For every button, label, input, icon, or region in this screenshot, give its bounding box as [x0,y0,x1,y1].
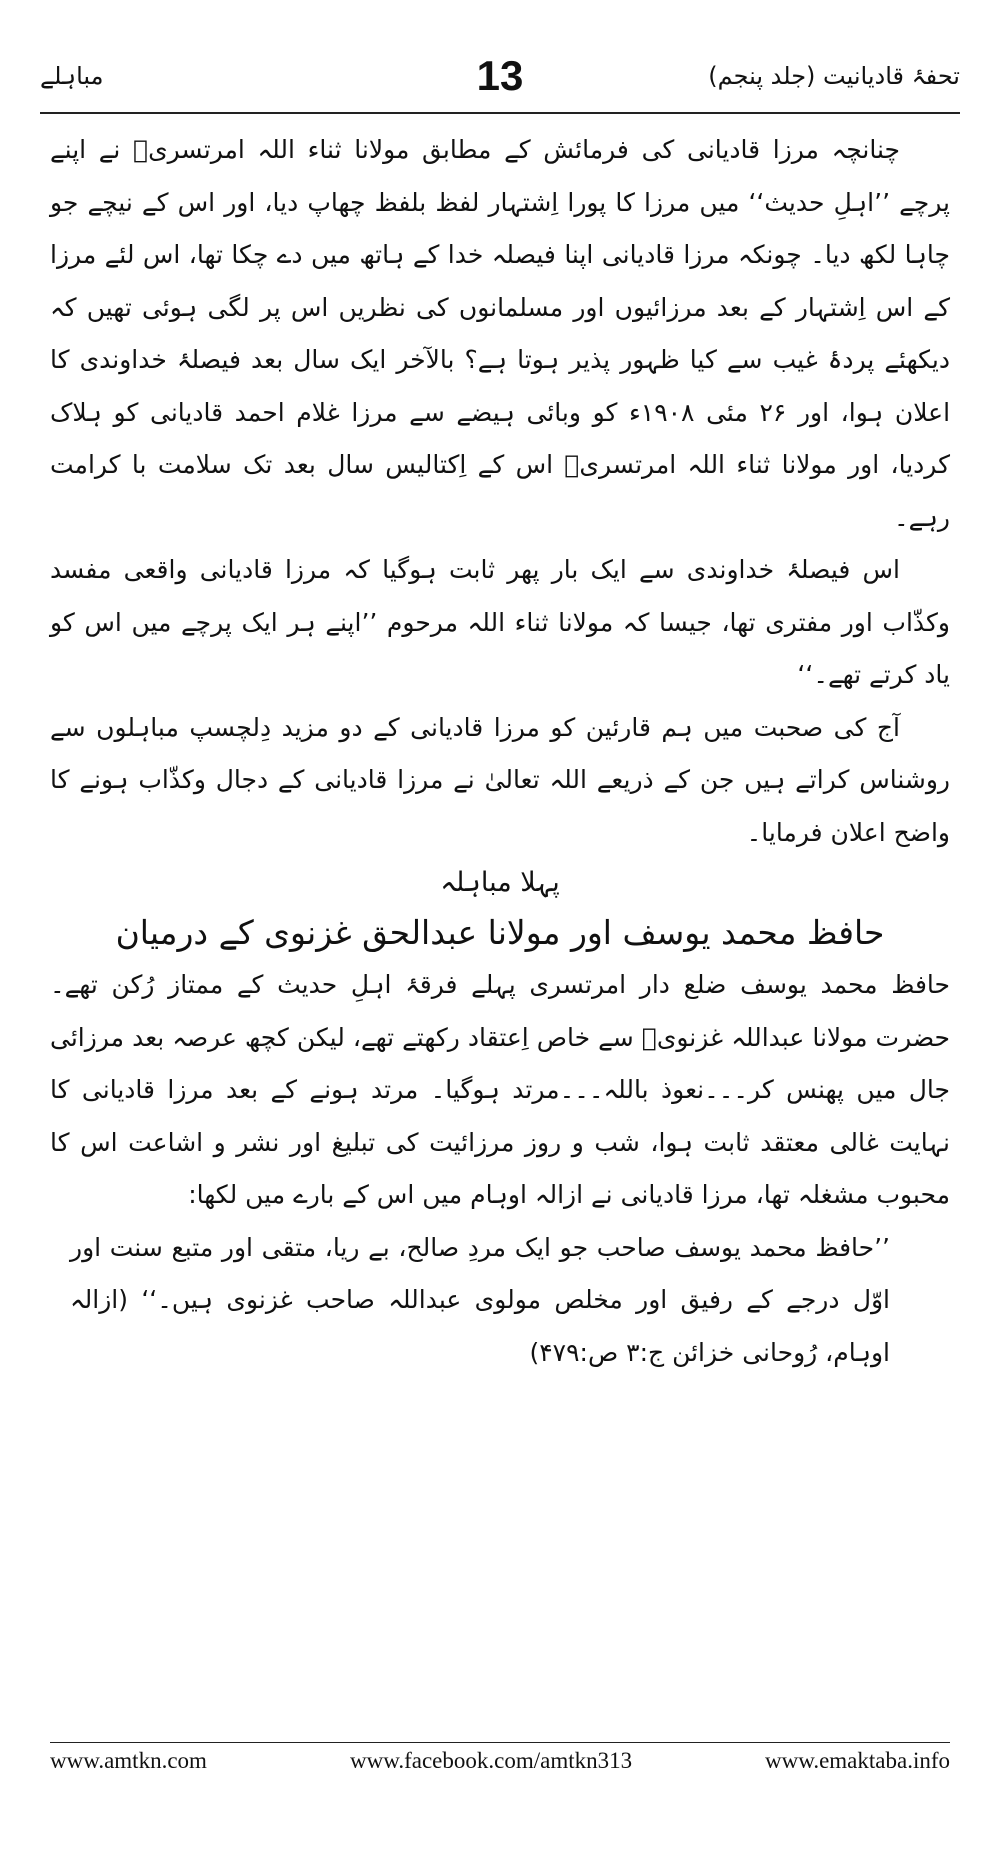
section-subheading: حافظ محمد یوسف اور مولانا عبدالحق غزنوی کے درمیان [115,913,885,952]
block-quote: ’’حافظ محمد یوسف صاحب جو ایک مردِ صالح، بے ریا، متقی اور متبع سنت اور اوّل درجے کے رفیق اور مخلص مولوی عبداللہ صاحب غزنوی ہیں۔‘‘ (ازالہ اوہام، رُوحانی خزائن ج:۳ ص:۴۷۹) [70,1232,890,1367]
paragraph-1: چنانچہ مرزا قادیانی کی فرمائش کے مطابق مولانا ثناء اللہ امرتسریؒ نے اپنے پرچے ’’اہلِ حدیث‘‘ میں مرزا کا پورا اِشتہار لفظ بلفظ چھاپ دیا، اور اس کے نیچے جو چاہا لکھ دیا۔ چونکہ مرزا قادیانی اپنا فیصلہ خدا کے ہاتھ میں دے چکا تھا، اس لئے مرزا کے اس اِشتہار کے بعد مرزائیوں اور مسلمانوں کی نظریں اس پر لگی ہوئی تھیں کہ دیکھئے پردۂ غیب سے کیا ظہور پذیر ہوتا ہے؟ بالآخر ایک سال بعد فیصلۂ خداوندی کا اعلان ہوا، اور ۲۶ مئی ۱۹۰۸ء کو وبائی ہیضے سے مرزا غلام احمد قادیانی کو ہلاک کردیا، اور مولانا ثناء اللہ امرتسریؒ اس کے اِکتالیس سال بعد تک سلامت با کرامت رہے۔ [50,135,951,532]
book-title: تحفۂ قادیانیت (جلد پنجم) [708,62,960,90]
paragraph-3: آج کی صحبت میں ہم قارئین کو مرزا قادیانی کے دو مزید دِلچسپ مباہلوں سے روشناس کراتے ہیں جن کے ذریعے اللہ تعالیٰ نے مرزا قادیانی کے دجال وکذّاب ہونے کا واضح اعلان فرمایا۔ [50,712,950,847]
page-header [40,52,960,108]
footer-link-emaktaba[interactable]: www.emaktaba.info [765,1748,950,1773]
footer-link-facebook[interactable]: www.facebook.com/amtkn313 [350,1748,633,1773]
paragraph-4: حافظ محمد یوسف ضلع دار امرتسری پہلے فرقۂ اہلِ حدیث کے ممتاز رُکن تھے۔ حضرت مولانا عبداللہ غزنویؒ سے خاص اِعتقاد رکھتے تھے، لیکن کچھ عرصہ بعد مرزائی جال میں پھنس کر۔۔۔نعوذ باللہ۔۔۔مرتد ہوگیا۔ مرتد ہونے کے بعد مرزا قادیانی کا نہایت غالی معتقد ثابت ہوا، شب و روز مرزائیت کی تبلیغ اور نشر و اشاعت اس کا محبوب مشغلہ تھا، مرزا قادیانی نے ازالہ اوہام میں اس کے بارے میں لکھا: [50,970,950,1209]
page-number: 13 [476,52,524,99]
footer-divider [50,1742,950,1743]
paragraph-2: اس فیصلۂ خداوندی سے ایک بار پھر ثابت ہوگیا کہ مرزا قادیانی واقعی مفسد وکذّاب اور مفتری تھا، جیسا کہ مولانا ثناء اللہ مرحوم ’’اپنے ہر ایک پرچے میں اس کو یاد کرتے تھے۔‘‘ [50,555,950,689]
section-title: مباہلے [40,62,104,90]
page-footer [50,1748,950,1784]
section-heading: پہلا مباہلہ [440,867,560,898]
page-content [50,124,950,1734]
footer-link-amtkn[interactable]: www.amtkn.com [50,1748,207,1773]
header-divider [40,112,960,114]
